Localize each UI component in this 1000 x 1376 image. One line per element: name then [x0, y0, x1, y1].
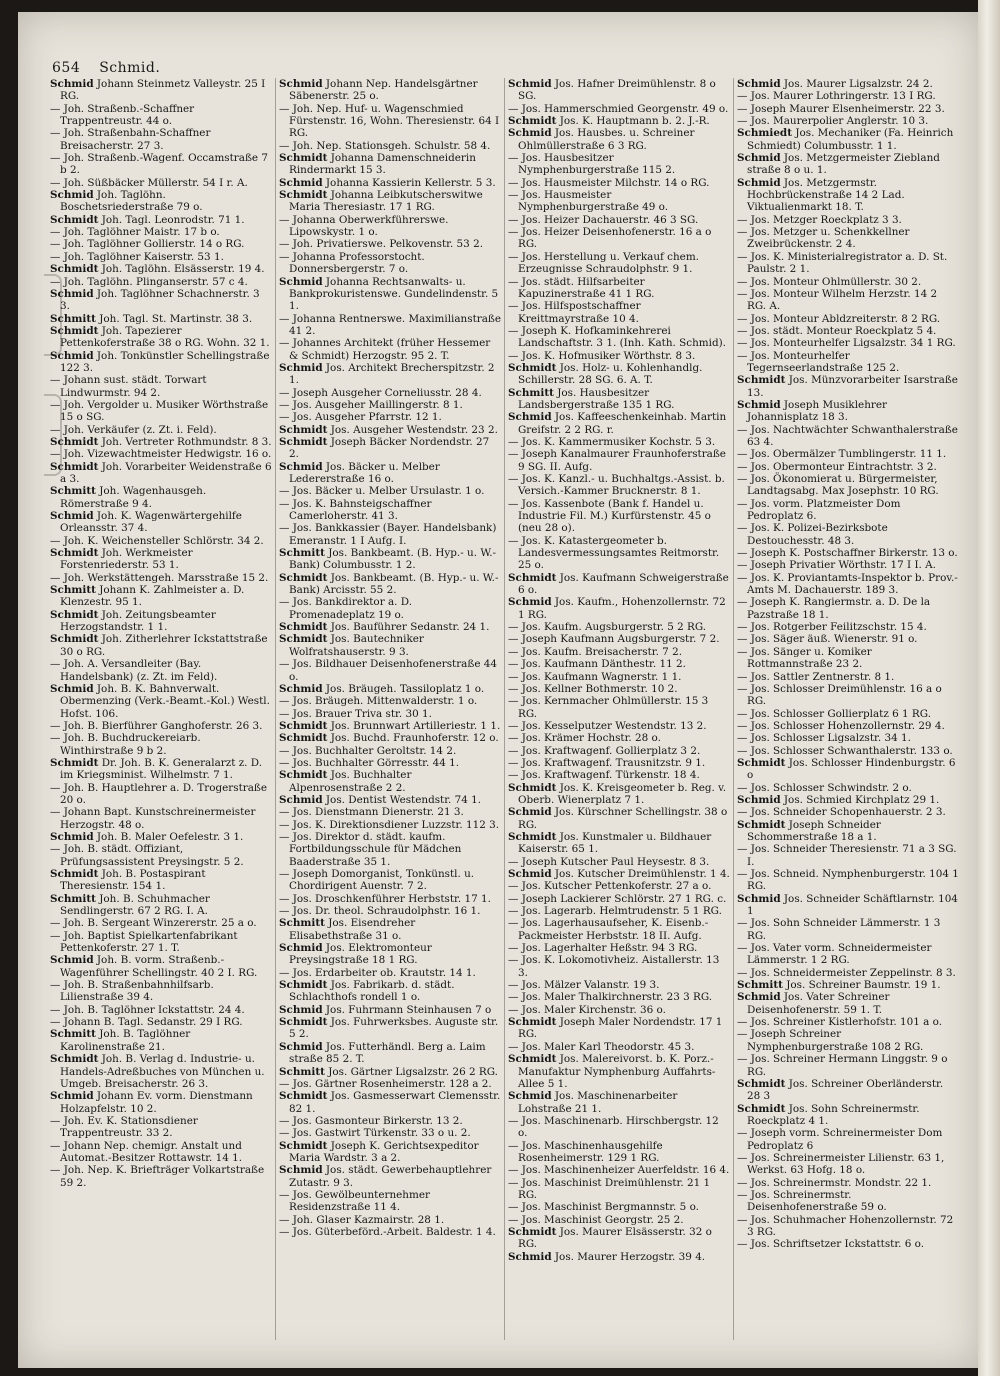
directory-entry: — Jos. Sattler Zentnerstr. 8 1. [737, 670, 895, 683]
directory-entry: Schmitt Joh. B. Schuhmacher Sendlingerstr. 67 2 RG. I. A. [50, 892, 210, 918]
directory-entry: Schmidt Jos. Sohn Schreinermstr. Roeckplatz 4 1. [737, 1102, 920, 1127]
directory-entry: Schmidt Jos. Bautechniker Wolfratshauserstr. 9 3. [279, 633, 424, 658]
page-header [52, 60, 160, 80]
directory-entry: — Jos. Buchhalter Görresstr. 44 1. [279, 756, 460, 769]
directory-entry: — Jos. K. Bahnsteigschaffner Camerloherstr. 41 3. [279, 497, 432, 523]
directory-entry: — Johanna Rentnerswe. Maximilianstraße 41 2. [279, 312, 501, 337]
directory-entry: — Joh. B. Buchdruckereiarb. Winthirstraße 9 b 2. [50, 732, 201, 757]
directory-entry: — Jos. Heizer Deisenhofenerstr. 16 a o RG. [508, 226, 712, 251]
directory-entry: — Joh. Glaser Kazmairstr. 28 1. [279, 1213, 445, 1226]
directory-entry: — Jos. K. Direktionsdiener Luzzstr. 112 3. [279, 818, 500, 831]
directory-entry: Schmitt Jos. Eisendreher Elisabethstraße 31 o. [279, 917, 416, 942]
directory-entry: Schmitt Joh. Tagl. St. Martinstr. 38 3. [50, 312, 253, 325]
directory-entry: — Jos. Bäcker u. Melber Ursulastr. 1 o. [279, 485, 485, 498]
directory-entry: Schmitt Jos. Hausbesitzer Landsbergerstraße 135 1 RG. [508, 386, 675, 411]
directory-entry: — Joh. Straßenbahn-Schaffner Breisacherstr. 27 3. [50, 127, 211, 152]
directory-entry: Schmid Jos. Architekt Brecherspitzstr. 2 1. [279, 361, 495, 387]
directory-entry: — Joh. Privatierswe. Pelkovenstr. 53 2. [279, 238, 483, 251]
directory-entry: — Jos. Schreinermstr. Deisenhofenerstraße 59 o. [737, 1188, 887, 1214]
directory-entry: — Jos. K. Katastergeometer b. Landesvermessungsamtes Reitmorstr. 25 o. [508, 534, 720, 572]
directory-entry: — Jos. Maler Kirchenstr. 36 o. [508, 1003, 666, 1016]
directory-entry: — Joseph Maurer Elsenheimerstr. 22 3. [737, 102, 945, 115]
directory-entry: Schmidt Joh. Vorarbeiter Weidenstraße 6 a 3. [50, 460, 272, 485]
directory-entry: — Jos. Dienstmann Dienerstr. 21 3. [279, 806, 464, 819]
directory-entry: Schmid Joh. B. K. Bahnverwalt. Obermenzing (Verk.-Beamt.-Kol.) Westl. Hofst. 106. [50, 682, 270, 720]
directory-entry: — Jos. Schlosser Ligsalzstr. 34 1. [737, 732, 911, 745]
directory-entry: — Jos. Brauer Triva str. 30 1. [279, 707, 432, 720]
directory-entry: — Jos. Säger äuß. Wienerstr. 91 o. [737, 633, 918, 646]
directory-entry: — Jos. Bankkassier (Bayer. Handelsbank) Emeranstr. 1 I Aufg. I. [279, 522, 497, 547]
directory-entry: — Jos. städt. Monteur Roeckplatz 5 4. [737, 324, 937, 337]
directory-entry: — Jos. vorm. Platzmeister Dom Pedroplatz 6. [737, 497, 901, 523]
directory-entry: — Jos. Schneid. Nymphenburgerstr. 104 1 RG. [737, 868, 959, 893]
directory-entry: — Jos. Kaufmann Dänthestr. 11 2. [508, 658, 686, 671]
directory-entry: Schmid Jos. Bäcker u. Melber Ledererstraße 16 o. [279, 460, 440, 485]
directory-entry: — Jos. Kaufmann Wagnerstr. 1 1. [508, 670, 682, 683]
directory-entry: — Jos. Maschinenarb. Hirschbergstr. 12 o. [508, 1114, 719, 1140]
directory-entry: — Jos. Obermonteur Eintrachtstr. 3 2. [737, 460, 937, 473]
directory-entry: — Joseph Kanalmaurer Fraunhoferstraße 9 SG. II. Aufg. [508, 448, 726, 473]
directory-entry: — Jos. Krämer Hochstr. 28 o. [508, 732, 661, 745]
directory-entry: Schmidt Jos. Münzvorarbeiter Isarstraße 13. [737, 374, 958, 399]
directory-entry: — Jos. Maurerpolier Anglerstr. 10 3. [737, 115, 929, 128]
directory-entry: — Joseph Schreiner Nymphenburgerstraße 108 2 RG. [737, 1028, 924, 1053]
directory-entry: Schmidt Jos. Buchhalter Alpenrosenstraße 2 2. [279, 769, 412, 794]
directory-entry: — Joh. B. Sergeant Winzererstr. 25 a o. [50, 917, 257, 930]
directory-entry: Schmitt Jos. Gärtner Ligsalzstr. 26 2 RG. [279, 1065, 498, 1078]
directory-entry: Schmid Jos. Kaufm., Hohenzollernstr. 72 1 RG. [508, 596, 726, 621]
directory-entry: — Jos. Schuhmacher Hohenzollernstr. 72 3 RG. [737, 1213, 954, 1238]
directory-entry: Schmid Joh. B. Maler Oefelestr. 3 1. [50, 830, 244, 843]
directory-entry: — Jos. Vater vorm. Schneidermeister Lämmerstr. 1 2 RG. [737, 942, 932, 967]
directory-entry: — Joh. A. Versandleiter (Bay. Handelsbank) (z. Zt. im Feld). [50, 658, 218, 683]
directory-entry: Schmid Joh. Taglöhner Schachnerstr. 3 3. [50, 287, 260, 313]
directory-entry: — Joh. B. städt. Offiziant, Prüfungsassistent Preysingstr. 5 2. [50, 843, 244, 868]
directory-entry: — Jos. Schlosser Schwindstr. 2 o. [737, 781, 912, 794]
directory-entry: — Jos. K. Kammermusiker Kochstr. 5 3. [508, 435, 716, 448]
directory-entry: — Jos. Maschinenhausgehilfe Rosenheimerstr. 129 1 RG. [508, 1139, 663, 1164]
directory-entry: Schmid Johanna Rechtsanwalts- u. Bankprokuristenswe. Gundelindenstr. 5 1. [279, 275, 499, 313]
directory-entry: Schmidt Joh. Werkmeister Forstenriederstr. 53 1. [50, 547, 193, 572]
directory-entry: — Jos. Schreinermeister Lilienstr. 63 1, Werkst. 63 Hofg. 18 o. [737, 1151, 945, 1177]
directory-entry: — Jos. Metzger Roeckplatz 3 3. [737, 213, 902, 226]
directory-entry: Schmidt Jos. Bankbeamt. (B. Hyp.- u. W.-Bank) Arcisstr. 55 2. [279, 571, 499, 597]
directory-entry: Schmidt Jos. Holz- u. Kohlenhandlg. Schillerstr. 28 SG. 6. A. T. [508, 361, 703, 387]
directory-entry: — Joh. Taglöhner Maistr. 17 b o. [50, 226, 220, 239]
directory-entry: — Jos. Monteur Abldzreiterstr. 8 2 RG. [737, 312, 941, 325]
directory-column-1 [50, 78, 272, 1340]
directory-entry: Schmidt Jos. Fuhrwerksbes. Auguste str. 5 2. [279, 1016, 499, 1041]
directory-entry: — Jos. Gastwirt Türkenstr. 33 o u. 2. [279, 1127, 471, 1140]
directory-entry: — Jos. Schlosser Gollierplatz 6 1 RG. [737, 707, 931, 720]
directory-entry: Schmidt Jos. K. Hauptmann b. 2. J.-R. [508, 115, 710, 128]
directory-entry: — Joh. B. Hauptlehrer a. D. Trogerstraße 20 o. [50, 781, 268, 806]
directory-entry: Schmidt Jos. Schreiner Oberländerstr. 28 3 [737, 1077, 944, 1103]
directory-entry: — Jos. Kraftwagenf. Türkenstr. 18 4. [508, 769, 700, 782]
directory-entry: Schmid Johanna Kassierin Kellerstr. 5 3. [279, 176, 496, 189]
directory-entry: Schmid Jos. Maurer Herzogstr. 39 4. [508, 1250, 706, 1263]
directory-entry: Schmidt Joh. B. Postaspirant Theresienstr. 154 1. [50, 868, 206, 893]
directory-entry: Schmid Joh. B. vorm. Straßenb.-Wagenführer Schellingstr. 40 2 I. RG. [50, 954, 258, 979]
directory-entry: — Jos. Buchhalter Geroltstr. 14 2. [279, 744, 457, 757]
directory-entry: — Joseph Lackierer Schlörstr. 27 1 RG. c. [508, 892, 727, 905]
directory-entry: Schmid Jos. Kürschner Schellingstr. 38 o RG. [508, 806, 728, 831]
directory-entry: — Jos. Kassenbote (Bank f. Handel u. Industrie Fil. M.) Kurfürstenstr. 45 o (neu 28 o). [508, 497, 711, 535]
directory-entry: Schmitt Jos. Bankbeamt. (B. Hyp.- u. W.-Bank) Columbusstr. 1 2. [279, 547, 497, 572]
directory-entry: Schmid Johann Nep. Handelsgärtner Säbenerstr. 25 o. [279, 78, 478, 103]
directory-entry: — Jos. Schneidermeister Zeppelinstr. 8 3. [737, 966, 956, 979]
directory-entry: Schmid Jos. Kaffeeschenkeinhab. Martin Greifstr. 2 2 RG. r. [508, 411, 727, 436]
directory-entry: — Jos. K. Kanzl.- u. Buchhaltgs.-Assist. b. Versich.-Kammer Brucknerstr. 8 1. [508, 473, 725, 498]
directory-entry: Schmitt Joh. B. Taglöhner Karolinenstraße 21. [50, 1028, 191, 1053]
directory-entry: — Joh. B. Bierführer Ganghoferstr. 26 3. [50, 719, 263, 732]
directory-entry: Schmid Jos. Hafner Dreimühlenstr. 8 o SG. [508, 78, 716, 103]
directory-entry: — Jos. Maschinist Georgstr. 25 2. [508, 1213, 684, 1226]
column-rule [733, 78, 734, 1340]
directory-entry: — Johann Bapt. Kunstschreinermeister Herzogstr. 48 o. [50, 806, 256, 831]
directory-entry: — Jos. Hausbesitzer Nymphenburgerstraße 115 2. [508, 152, 676, 177]
directory-entry: — Jos. Kernmacher Ohlmüllerstr. 15 3 RG. [508, 695, 709, 720]
directory-entry: — Johannes Architekt (früher Hessemer & Schmidt) Herzogstr. 95 2. T. [279, 337, 491, 362]
directory-entry: — Joh. Süßbäcker Müllerstr. 54 I r. A. [50, 176, 248, 189]
directory-entry: — Jos. Hilfspostschaffner Kreittmayrstraße 10 4. [508, 300, 641, 325]
directory-entry: Schmidt Joh. B. Verlag d. Industrie- u. Handels-Adreßbuches von München u. Umgeb. Breisacherstr. 26 3. [50, 1053, 265, 1090]
directory-entry: Schmidt Joh. Vertreter Rothmundstr. 8 3. [50, 435, 272, 448]
directory-entry: — Jos. Hausmeister Milchstr. 14 o RG. [508, 176, 710, 189]
directory-entry: Schmidt Jos. Fabrikarb. d. städt. Schlachthofs rondell 1 o. [279, 979, 455, 1004]
page-edge-strip [978, 0, 1000, 1376]
directory-entry: Schmid Jos. Schmied Kirchplatz 29 1. [737, 793, 940, 806]
directory-entry: — Jos. Erdarbeiter ob. Krautstr. 14 1. [279, 966, 476, 979]
directory-entry: — Jos. Monteur Ohlmüllerstr. 30 2. [737, 275, 922, 288]
directory-entry: Schmidt Joseph Schneider Schommerstraße 18 a 1. [737, 818, 881, 843]
directory-entry: — Jos. K. Hofmusiker Wörthstr. 8 3. [508, 349, 696, 362]
directory-entry: Schmid Joh. Taglöhn. Boschetsriederstraße 79 o. [50, 189, 203, 214]
directory-entry: — Jos. K. Proviantamts-Inspektor b. Prov.-Amts M. Dachauerstr. 189 3. [737, 571, 958, 597]
directory-entry: — Jos. Maurer Lothringerstr. 13 I RG. [737, 90, 936, 103]
directory-entry: — Jos. K. Lokomotivheiz. Aistallerstr. 13 3. [508, 954, 720, 979]
directory-entry: — Jos. Bildhauer Deisenhofenerstraße 44 o. [279, 658, 497, 683]
directory-entry: Schmid Joh. K. Wagenwärtergehilfe Orleansstr. 37 4. [50, 510, 242, 535]
column-rule [275, 78, 276, 1340]
directory-entry: Schmidt Jos. K. Kreisgeometer b. Reg. v. Oberb. Wienerplatz 7 1. [508, 781, 727, 806]
directory-entry: — Jos. Obermälzer Tumblingerstr. 11 1. [737, 448, 947, 461]
directory-entry: — Jos. Bankdirektor a. D. Promenadeplatz 19 o. [279, 596, 413, 621]
directory-entry: — Jos. Maler Thalkirchnerstr. 23 3 RG. [508, 991, 713, 1004]
directory-entry: — Jos. Ausgeher Maillingerstr. 8 1. [279, 398, 463, 411]
directory-entry: Schmid Jos. Metzgermeister Ziebland straße 8 o u. 1. [737, 152, 940, 177]
directory-column-3 [508, 78, 730, 1340]
directory-entry: — Joh. Verkäufer (z. Zt. i. Feld). [50, 423, 217, 436]
directory-entry: — Jos. Maschinenheizer Auerfeldstr. 16 4. [508, 1164, 730, 1177]
directory-entry: Schmid Joh. Tonkünstler Schellingstraße 122 3. [50, 349, 270, 374]
directory-entry: — Joseph vorm. Schreinermeister Dom Pedroplatz 6 [737, 1127, 943, 1152]
directory-entry: — Jos. Schlosser Hohenzollernstr. 29 4. [737, 719, 945, 732]
directory-entry: — Jos. Droschkenführer Herbststr. 17 1. [279, 892, 491, 905]
directory-entry: — Joseph Kaufmann Augsburgerstr. 7 2. [508, 633, 720, 646]
directory-entry: — Johanna Professorstocht. Donnersbergerstr. 7 o. [279, 250, 425, 276]
directory-entry: — Jos. Sänger u. Komiker Rottmannstraße 23 2. [737, 645, 872, 671]
directory-entry: — Jos. Schreinermstr. Mondstr. 22 1. [737, 1176, 932, 1189]
directory-entry: — Joh. Baptist Spielkartenfabrikant Pettenkoferstr. 27 1. T. [50, 929, 238, 955]
directory-entry: Schmidt Jos. Malereivorst. b. K. Porz.-Manufaktur Nymphenburg Auffahrts-Allee 5 1. [508, 1053, 716, 1090]
directory-entry: — Joseph K. Rangiermstr. a. D. De la Pazstraße 18 1. [737, 596, 931, 621]
directory-entry: — Joh. K. Weichensteller Schlörstr. 34 2. [50, 534, 264, 547]
directory-entry: — Jos. Schneider Schopenhauerstr. 2 3. [737, 806, 946, 819]
directory-entry: — Jos. Ökonomierat u. Bürgermeister, Landtagsabg. Max Josephstr. 10 RG. [737, 473, 939, 498]
directory-entry: Schmitt Joh. Wagenhausgeh. Römerstraße 9 4. [50, 485, 207, 510]
directory-entry: Schmidt Jos. Maurer Elsässerstr. 32 o RG. [508, 1225, 712, 1251]
directory-entry: Schmid Jos. Bräugeh. Tassiloplatz 1 o. [279, 682, 485, 695]
directory-entry: — Jos. Schreiner Kistlerhofstr. 101 a o. [737, 1016, 943, 1029]
directory-entry: Schmid Jos. Hausbes. u. Schreiner Ohlmüllerstraße 6 3 RG. [508, 127, 695, 152]
directory-entry: — Jos. Kaufm. Breisacherstr. 7 2. [508, 645, 683, 658]
directory-entry: — Jos. Gasmonteur Birkerstr. 13 2. [279, 1114, 463, 1127]
directory-entry: — Joh. Vergolder u. Musiker Wörthstraße 15 o SG. [50, 398, 269, 424]
directory-entry: — Jos. Maschinist Dreimühlenstr. 21 1 RG. [508, 1176, 711, 1201]
directory-entry: — Jos. Heizer Dachauerstr. 46 3 SG. [508, 213, 699, 226]
directory-entry: — Jos. Kellner Bothmerstr. 10 2. [508, 682, 678, 695]
directory-entry: Schmitt Johann K. Zahlmeister a. D. Klenzestr. 95 1. [50, 584, 245, 609]
directory-entry: — Johann Nep. chemigr. Anstalt und Automat.-Besitzer Rottawstr. 14 1. [50, 1139, 243, 1164]
directory-entry: — Joh. Taglöhn. Plinganserstr. 57 c 4. [50, 275, 248, 288]
directory-entry: — Jos. Herstellung u. Verkauf chem. Erzeugnisse Schraudolphstr. 9 1. [508, 250, 699, 276]
directory-entry: Schmidt Jos. Gasmesserwart Clemensstr. 82 1. [279, 1090, 501, 1115]
directory-entry: — Joh. Straßenb.-Schaffner Trappentreustr. 44 o. [50, 102, 195, 128]
directory-entry: — Jos. Sohn Schneider Lämmerstr. 1 3 RG. [737, 917, 941, 942]
directory-entry: Schmiedt Jos. Mechaniker (Fa. Heinrich Schmiedt) Columbusstr. 1 1. [737, 127, 954, 152]
directory-entry: — Joseph Ausgeher Corneliusstr. 28 4. [279, 386, 482, 399]
directory-entry: — Joh. B. Taglöhner Ickstattstr. 24 4. [50, 1003, 245, 1016]
directory-entry: Schmid Jos. Maurer Ligsalzstr. 24 2. [737, 78, 933, 90]
directory-entry: Schmidt Jos. Kunstmaler u. Bildhauer Kaiserstr. 65 1. [508, 830, 712, 856]
directory-entry: Schmid Johann Steinmetz Valleystr. 25 I RG. [50, 78, 266, 103]
directory-entry: — Jos. Mälzer Valanstr. 19 3. [508, 979, 660, 992]
directory-entry: — Joh. Taglöhner Kaiserstr. 53 1. [50, 250, 224, 263]
directory-entry: — Jos. Gärtner Rosenheimerstr. 128 a 2. [279, 1077, 492, 1090]
directory-entry: Schmidt Joh. Taglöhn. Elsässerstr. 19 4. [50, 263, 265, 276]
directory-entry: — Jos. Schriftsetzer Ickstattstr. 6 o. [737, 1238, 925, 1251]
column-rule [504, 78, 505, 1340]
directory-entry: Schmid Jos. Elektromonteur Preysingstraße 18 1 RG. [279, 942, 432, 967]
directory-entry: — Jos. städt. Hilfsarbeiter Kapuzinerstraße 41 1 RG. [508, 275, 655, 300]
directory-entry: — Jos. Dr. theol. Schraudolphstr. 16 1. [279, 905, 481, 918]
directory-entry: — Jos. Metzger u. Schenkkellner Zweibrückenstr. 2 4. [737, 226, 910, 251]
directory-entry: — Jos. Schneider Theresienstr. 71 a 3 SG. I. [737, 843, 957, 868]
directory-entry: — Joh. Werkstättengeh. Marsstraße 15 2. [50, 571, 269, 584]
directory-entry: — Jos. Maschinist Bergmannstr. 5 o. [508, 1201, 699, 1214]
directory-entry: Schmitt Jos. Schreiner Baumstr. 19 1. [737, 979, 941, 992]
directory-column-4 [737, 78, 959, 1340]
directory-entry: Schmidt Jos. Brunnwart Artilleriestr. 1 1. [279, 719, 501, 732]
directory-entry: — Jos. Gewölbeunternehmer Residenzstraße 11 4. [279, 1188, 430, 1214]
directory-entry: — Jos. Monteurhelfer Tegernseerlandstraße 125 2. [737, 349, 900, 374]
directory-entry: Schmidt Joh. Zeitungsbeamter Herzogstandstr. 1 1. [50, 608, 216, 634]
directory-entry: — Jos. Nachtwächter Schwanthalerstraße 63 4. [737, 423, 958, 448]
page-number: 654 [52, 60, 81, 76]
directory-entry: — Joh. Taglöhner Gollierstr. 14 o RG. [50, 238, 245, 251]
directory-entry: — Jos. Kraftwagenf. Trausnitzstr. 9 1. [508, 756, 706, 769]
directory-entry: Schmidt Joseph K. Gerichtsexpeditor Maria Wardstr. 3 a 2. [279, 1139, 479, 1164]
directory-entry: — Joh. Straßenb.-Wagenf. Occamstraße 7 b 2. [50, 152, 268, 177]
directory-entry: Schmidt Joh. Tagl. Leonrodstr. 71 1. [50, 213, 245, 226]
directory-entry: — Jos. Schlosser Schwanthalerstr. 133 o. [737, 744, 953, 757]
directory-entry: — Jos. Monteurhelfer Ligsalzstr. 34 1 RG. [737, 337, 956, 350]
directory-entry: — Jos. Kraftwagenf. Gollierplatz 3 2. [508, 744, 701, 757]
directory-entry: Schmidt Joseph Maler Nordendstr. 17 1 RG. [508, 1016, 723, 1041]
directory-entry: — Joh. Vizewachtmeister Hedwigstr. 16 o. [50, 448, 272, 461]
directory-entry: Schmidt Jos. Schlosser Hindenburgstr. 6 o [737, 756, 956, 782]
directory-entry: — Joseph Privatier Wörthstr. 17 I I. A. [737, 559, 936, 572]
directory-entry: Schmid Jos. Kutscher Dreimühlenstr. 1 4. [508, 868, 730, 880]
directory-entry: — Joh. Nep. Stationsgeh. Schulstr. 58 4. [279, 139, 491, 152]
directory-entry: — Johanna Oberwerkführerswe. Lipowskystr. 1 o. [279, 213, 449, 239]
directory-entry: Schmidt Jos. Bauführer Sedanstr. 24 1. [279, 621, 490, 634]
directory-entry: Schmidt Jos. Ausgeher Westendstr. 23 2. [279, 423, 498, 436]
running-title: Schmid. [99, 60, 161, 76]
directory-entry: Schmid Jos. Fuhrmann Steinhausen 7 o [279, 1003, 492, 1016]
directory-entry: Schmidt Jos. Kaufmann Schweigerstraße 6 o. [508, 571, 729, 597]
directory-entry: Schmid Jos. Vater Schreiner Deisenhofenerstr. 59 1. T. [737, 991, 890, 1016]
directory-entry: — Jos. Schlosser Dreimühlenstr. 16 a o RG. [737, 682, 942, 708]
directory-entry: — Joseph Kutscher Paul Heysestr. 8 3. [508, 855, 710, 868]
directory-entry: — Jos. Kaufm. Augsburgerstr. 5 2 RG. [508, 621, 707, 634]
directory-entry: — Jos. Hausmeister Nymphenburgerstraße 49 o. [508, 189, 669, 214]
directory-entry: — Jos. Lagerhausaufseher, K. Eisenb.-Packmeister Herbststr. 18 II. Aufg. [508, 917, 709, 942]
directory-entry: — Jos. K. Polizei-Bezirksbote Destouchesstr. 48 3. [737, 522, 888, 547]
directory-entry: Schmid Jos. Maschinenarbeiter Lohstraße 21 1. [508, 1090, 678, 1115]
directory-entry: Schmid Joseph Musiklehrer Johannisplatz 18 3. [737, 398, 887, 424]
directory-entry: — Jos. Ausgeher Pfarrstr. 12 1. [279, 411, 442, 424]
directory-entry: — Jos. Kutscher Pettenkoferstr. 27 a o. [508, 880, 712, 893]
directory-entry: — Jos. Monteur Wilhelm Herzstr. 14 2 RG. A. [737, 287, 938, 313]
directory-column-2 [279, 78, 501, 1340]
directory-entry: — Joseph K. Postschaffner Birkerstr. 13 o. [737, 547, 958, 560]
directory-entry: — Joh. B. Straßenbahnhilfsarb. Lilienstraße 39 4. [50, 979, 214, 1004]
directory-entry: — Jos. Lagerarb. Helmtrudenstr. 5 1 RG. [508, 905, 722, 918]
directory-entry: — Jos. K. Ministerialregistrator a. D. St. Paulstr. 2 1. [737, 250, 948, 276]
directory-entry: Schmid Johann Ev. vorm. Dienstmann Holzapfelstr. 10 2. [50, 1090, 253, 1115]
directory-entry: — Jos. Maler Karl Theodorstr. 45 3. [508, 1040, 695, 1053]
directory-entry: — Joseph K. Hofkaminkehrerei Landschaftstr. 3 1. (Inh. Kath. Schmid). [508, 324, 726, 350]
directory-entry: — Joh. Nep. Huf- u. Wagenschmied Fürstenstr. 16, Wohn. Theresienstr. 64 I RG. [279, 102, 500, 140]
directory-entry: Schmidt Joh. Tapezierer Pettenkoferstraße 38 o RG. Wohn. 32 1. [50, 324, 270, 350]
directory-entry: Schmidt Johanna Damenschneiderin Rindermarkt 15 3. [279, 152, 476, 177]
directory-entry: Schmid Jos. Dentist Westendstr. 74 1. [279, 793, 482, 806]
directory-entry: Schmid Jos. städt. Gewerbehauptlehrer Zutastr. 9 3. [279, 1164, 492, 1189]
directory-entry: — Jos. Güterbeförd.-Arbeit. Baldestr. 1 4. [279, 1225, 496, 1238]
directory-entry: — Jos. Kesselputzer Westendstr. 13 2. [508, 719, 707, 732]
directory-entry: — Jos. Rotgerber Feilitzschstr. 15 4. [737, 621, 927, 634]
directory-entry: — Jos. Bräugeh. Mittenwalderstr. 1 o. [279, 695, 478, 708]
directory-entry: — Joh. Nep. K. Briefträger Volkartstraße 59 2. [50, 1164, 265, 1189]
directory-entry: Schmid Jos. Metzgermstr. Hochbrückenstraße 14 2 Lad. Viktualienmarkt 18. T. [737, 176, 905, 214]
directory-entry: — Jos. Lagerhalter Heßstr. 94 3 RG. [508, 942, 698, 955]
directory-entry: Schmidt Joh. Zitherlehrer Ickstattstraße 30 o RG. [50, 633, 268, 658]
directory-entry: — Johann B. Tagl. Sedanstr. 29 I RG. [50, 1016, 243, 1029]
directory-entry: Schmid Jos. Schneider Schäftlarnstr. 104 1 [737, 892, 958, 918]
directory-entry: Schmid Jos. Futterhändl. Berg a. Laim straße 85 2. T. [279, 1040, 486, 1066]
directory-entry: Schmidt Johanna Leibkutscherswitwe Maria Theresiastr. 17 1 RG. [279, 189, 483, 214]
directory-entry: — Joh. Ev. K. Stationsdiener Trappentreustr. 33 2. [50, 1114, 198, 1140]
directory-entry: — Jos. Direktor d. städt. kaufm. Fortbildungsschule für Mädchen Baaderstraße 35 1. [279, 830, 462, 868]
directory-entry: Schmidt Jos. Buchd. Fraunhoferstr. 12 o. [279, 732, 499, 745]
directory-entry: Schmidt Joseph Bäcker Nordendstr. 27 2. [279, 435, 490, 461]
directory-entry: Schmidt Dr. Joh. B. K. Generalarzt z. D. im Kriegsminist. Wilhelmstr. 7 1. [50, 756, 263, 782]
directory-entry: — Jos. Hammerschmied Georgenstr. 49 o. [508, 102, 729, 115]
directory-entry: — Johann sust. städt. Torwart Lindwurmstr. 94 2. [50, 374, 207, 399]
directory-entry: — Joseph Domorganist, Tonkünstl. u. Chordirigent Auenstr. 7 2. [279, 868, 475, 893]
directory-entry: — Jos. Schreiner Hermann Linggstr. 9 o RG. [737, 1053, 948, 1078]
